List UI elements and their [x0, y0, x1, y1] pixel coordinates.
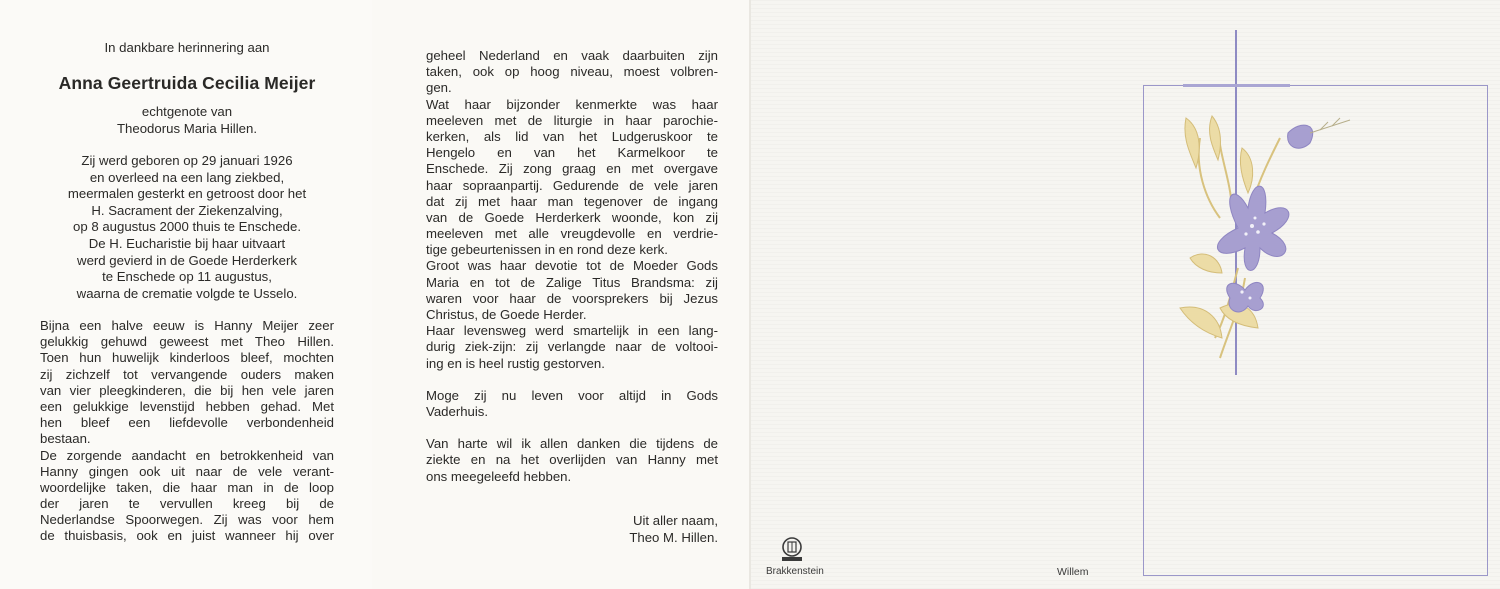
signoff-line: Uit aller naam, — [632, 513, 718, 528]
bio-line: Toen hun huwelijk kinderloos bleef, mochten — [40, 350, 334, 366]
facts-line: en overleed na een lang ziekbed, — [89, 169, 285, 185]
facts-line: werd gevierd in de Goede Herderkerk — [77, 252, 297, 268]
bio-line: taken, ook op hoog niveau, moest volbren- — [426, 64, 718, 80]
bio-line: van de Goede Herderkerk woonde, kon zij — [426, 209, 718, 225]
facts-line: H. Sacrament der Ziekenzalving, — [91, 202, 283, 218]
bio-line: gen. — [426, 80, 452, 96]
brakkenstein-logo-icon — [779, 536, 805, 564]
bio-line: Enschede. Zij zong graag en met overgave — [426, 161, 718, 177]
spouse-block — [40, 104, 334, 137]
facts-line: op 8 augustus 2000 thuis te Enschede. — [72, 219, 302, 235]
facts-block — [40, 153, 334, 302]
signoff-line: Theo M. Hillen. — [629, 529, 718, 545]
bio-line: gelukkig gehuwd geweest met Theo Hillen. — [40, 334, 334, 350]
bio-line: Wat haar bijzonder kenmerkte was haar — [426, 96, 718, 112]
lily-flower-icon — [1160, 108, 1360, 368]
bio-line: hen bleef een liefdevolle verbondenheid — [40, 415, 334, 431]
bio-line: meeleven met alle vreugdevolle en verdrie- — [426, 226, 718, 242]
prayer-line: Moge zij nu leven voor altijd in Gods — [426, 387, 718, 403]
card-fold — [749, 0, 751, 589]
facts-line: waarna de crematie volgde te Usselo. — [76, 285, 298, 301]
bio-line: Hanny gingen ook uit naar de vele verant- — [40, 463, 334, 479]
bio-line: Bijna een halve eeuw is Hanny Meijer zeer — [40, 318, 334, 333]
signoff-block — [629, 513, 718, 546]
bio-line: ing en is heel rustig gestorven. — [426, 355, 605, 371]
paragraph-gap — [426, 372, 718, 388]
bio-line: Nederlandse Spoorwegen. Zij was voor hem — [40, 512, 334, 528]
deceased-name: Anna Geertruida Cecilia Meijer — [58, 73, 316, 93]
bio-line: de thuisbasis, ook en juist wanneer hij over — [40, 528, 334, 544]
spouse-line: echtgenote van — [141, 104, 233, 119]
bio-line: waren voor haar de voorsprekers bij Jezus — [426, 290, 718, 306]
bio-line: der jaren te vervullen kreeg bij de — [40, 496, 334, 512]
bio-line: haar sopraanpartij. Gedurende de vele jaren — [426, 177, 718, 193]
bio-line: Haar levensweg werd smartelijk in een lang- — [426, 323, 718, 339]
bio-line: woordelijke taken, die haar man in de loop — [40, 479, 334, 495]
bio-line: bestaan. — [40, 431, 91, 447]
thanks-line: Van harte wil ik allen danken die tijdens de — [426, 436, 718, 452]
bio-line: dat zij met haar man tegenover de ingang — [426, 193, 718, 209]
bio-line: Groot was haar devotie tot de Moeder Gods — [426, 258, 718, 274]
thanks-line: ziekte en na het overlijden van Hanny met — [426, 452, 718, 468]
bio-line: van vier pleegkinderen, die bij hen vele jaren — [40, 382, 334, 398]
bio-line: kerken, als lid van het Ludgeruskoor te — [426, 128, 718, 144]
bio-line: Maria en tot de Zalige Titus Brandsma: zij — [426, 274, 718, 290]
bio-line: meeleven met de liturgie in haar parochie- — [426, 112, 718, 128]
facts-line: De H. Eucharistie bij haar uitvaart — [88, 235, 286, 251]
spouse-line: Theodorus Maria Hillen. — [117, 120, 257, 136]
bio-line: zij zichzelf tot vervangende ouders maken — [40, 366, 334, 382]
cross-beam — [1183, 84, 1290, 87]
publisher-name: Brakkenstein — [766, 566, 824, 577]
bio-line: Christus, de Goede Herder. — [426, 307, 587, 322]
bio-line: geheel Nederland en vaak daarbuiten zijn — [426, 48, 718, 63]
thanks-line: ons meegeleefd hebben. — [426, 468, 572, 484]
bio-line: De zorgende aandacht en betrokkenheid van — [40, 447, 334, 463]
intro-text: In dankbare herinnering aan — [104, 40, 270, 55]
bio-line: Hengelo en van het Karmelkoor te — [426, 145, 718, 161]
facts-line: te Enschede op 11 augustus, — [102, 269, 272, 285]
card-model-name: Willem — [1057, 566, 1089, 578]
bio-line: durig ziek-zijn: zij verlangde naar de voltooi- — [426, 339, 718, 355]
facts-line: meermalen gesterkt en getroost door het — [67, 186, 307, 202]
bio-line: tige gebeurtenissen in en rond deze kerk. — [426, 242, 668, 258]
prayer-line: Vaderhuis. — [426, 403, 489, 419]
biography-text — [40, 318, 334, 545]
biography-continued — [426, 48, 718, 485]
paragraph-gap — [426, 420, 718, 436]
facts-line: Zij werd geboren op 29 januari 1926 — [81, 153, 293, 168]
bio-line: een gelukkige levenstijd hebben gehad. Met — [40, 398, 334, 414]
